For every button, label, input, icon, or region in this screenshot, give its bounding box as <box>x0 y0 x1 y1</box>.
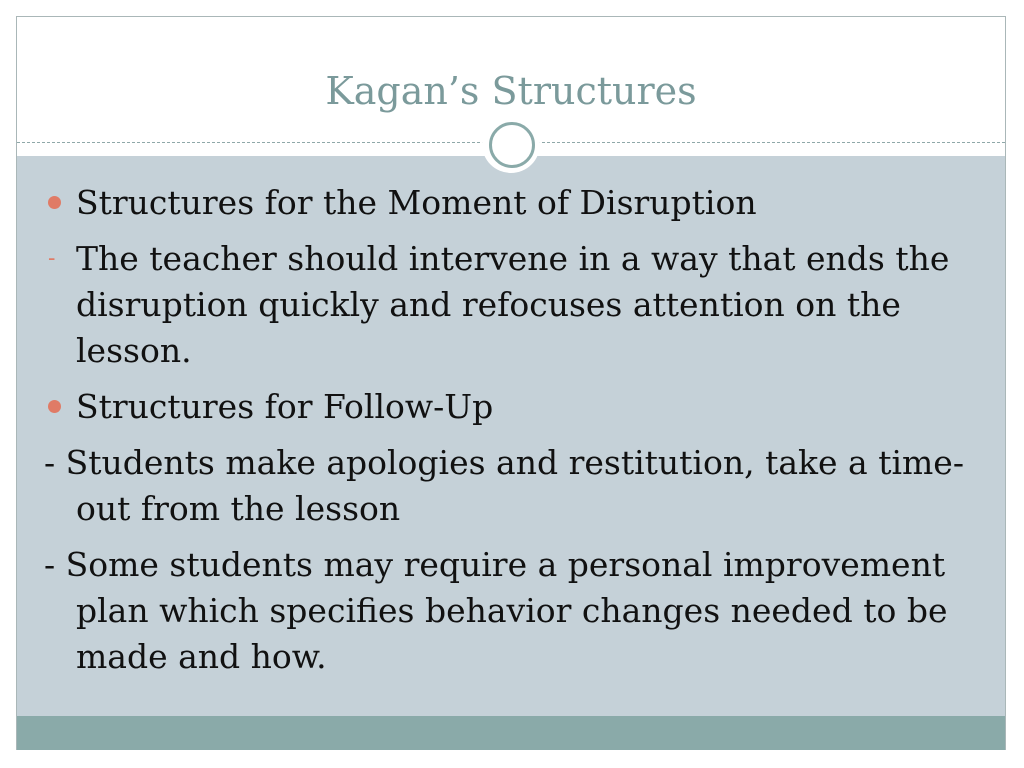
footer-bar <box>17 716 1005 750</box>
plain-item <box>44 542 984 680</box>
dash-item <box>44 236 984 374</box>
bullet-item <box>44 180 984 226</box>
plain-text: - Students make apologies and restitution, take a time-out from the lesson <box>44 443 964 528</box>
slide-body <box>44 180 984 690</box>
slide-title: Kagan’s Structures <box>325 69 697 113</box>
dash-text: The teacher should intervene in a way that ends the disruption quickly and refocuses attention on the lesson. <box>76 239 950 370</box>
bullet-dot-icon <box>48 196 61 209</box>
bullet-dot-icon <box>48 400 61 413</box>
plain-text: - Some students may require a personal improvement plan which specifies behavior changes needed to be made and how. <box>44 545 948 676</box>
bullet-text: Structures for Follow-Up <box>76 387 494 426</box>
plain-item <box>44 440 984 532</box>
bullet-item <box>44 384 984 430</box>
circle-ornament-ring <box>489 122 535 168</box>
bullet-text: Structures for the Moment of Disruption <box>76 183 757 222</box>
dash-marker: - <box>48 246 56 271</box>
